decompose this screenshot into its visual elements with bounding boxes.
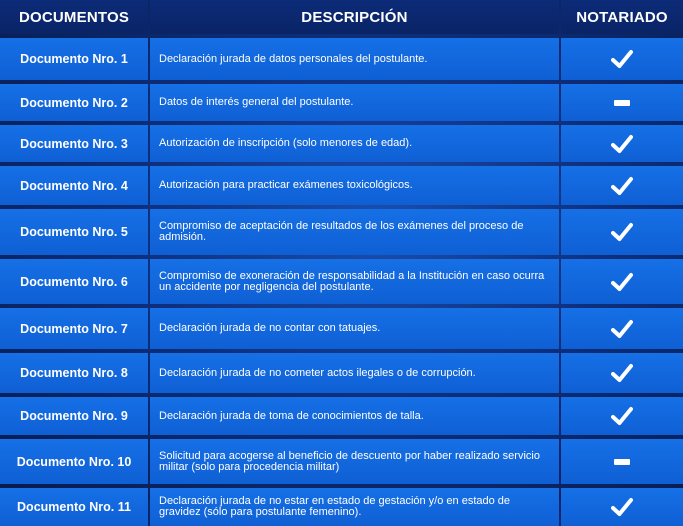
dash-icon	[614, 100, 630, 106]
row-11-descripcion: Declaración jurada de no estar en estado de gestación y/o en estado de gravidez (sólo para postulante femenino).	[150, 488, 559, 526]
row-3-documento: Documento Nro. 3	[0, 125, 148, 162]
row-6-notariado	[561, 259, 683, 304]
row-4-descripcion: Autorización para practicar exámenes toxicológicos.	[150, 166, 559, 205]
row-11-documento: Documento Nro. 11	[0, 488, 148, 526]
row-10-notariado	[561, 439, 683, 484]
header-documentos: DOCUMENTOS	[0, 0, 148, 34]
check-icon	[611, 176, 633, 196]
check-icon	[611, 134, 633, 154]
row-6-descripcion: Compromiso de exoneración de responsabilidad a la Institución en caso ocurra un accidente por negligencia del postulante.	[150, 259, 559, 304]
row-4-notariado	[561, 166, 683, 205]
check-icon	[611, 319, 633, 339]
row-7-notariado	[561, 308, 683, 349]
row-2-documento: Documento Nro. 2	[0, 84, 148, 121]
row-8-descripcion: Declaración jurada de no cometer actos ilegales o de corrupción.	[150, 353, 559, 393]
row-4-documento: Documento Nro. 4	[0, 166, 148, 205]
row-10-descripcion: Solicitud para acogerse al beneficio de descuento por haber realizado servicio militar (solo para procedencia militar)	[150, 439, 559, 484]
check-icon	[611, 497, 633, 517]
row-11-notariado	[561, 488, 683, 526]
check-icon	[611, 49, 633, 69]
row-1-notariado	[561, 38, 683, 80]
check-icon	[611, 363, 633, 383]
header-notariado: NOTARIADO	[561, 0, 683, 34]
check-icon	[611, 406, 633, 426]
dash-icon	[614, 459, 630, 465]
check-icon	[611, 222, 633, 242]
row-5-documento: Documento Nro. 5	[0, 209, 148, 255]
row-3-descripcion: Autorización de inscripción (solo menores de edad).	[150, 125, 559, 162]
row-2-notariado	[561, 84, 683, 121]
header-descripcion: DESCRIPCIÓN	[150, 0, 559, 34]
row-7-documento: Documento Nro. 7	[0, 308, 148, 349]
row-8-notariado	[561, 353, 683, 393]
row-8-documento: Documento Nro. 8	[0, 353, 148, 393]
row-5-descripcion: Compromiso de aceptación de resultados de los exámenes del proceso de admisión.	[150, 209, 559, 255]
row-3-notariado	[561, 125, 683, 162]
row-1-documento: Documento Nro. 1	[0, 38, 148, 80]
row-2-descripcion: Datos de interés general del postulante.	[150, 84, 559, 121]
row-7-descripcion: Declaración jurada de no contar con tatuajes.	[150, 308, 559, 349]
row-1-descripcion: Declaración jurada de datos personales del postulante.	[150, 38, 559, 80]
row-5-notariado	[561, 209, 683, 255]
check-icon	[611, 272, 633, 292]
row-9-documento: Documento Nro. 9	[0, 397, 148, 435]
row-10-documento: Documento Nro. 10	[0, 439, 148, 484]
row-9-descripcion: Declaración jurada de toma de conocimientos de talla.	[150, 397, 559, 435]
row-9-notariado	[561, 397, 683, 435]
row-6-documento: Documento Nro. 6	[0, 259, 148, 304]
